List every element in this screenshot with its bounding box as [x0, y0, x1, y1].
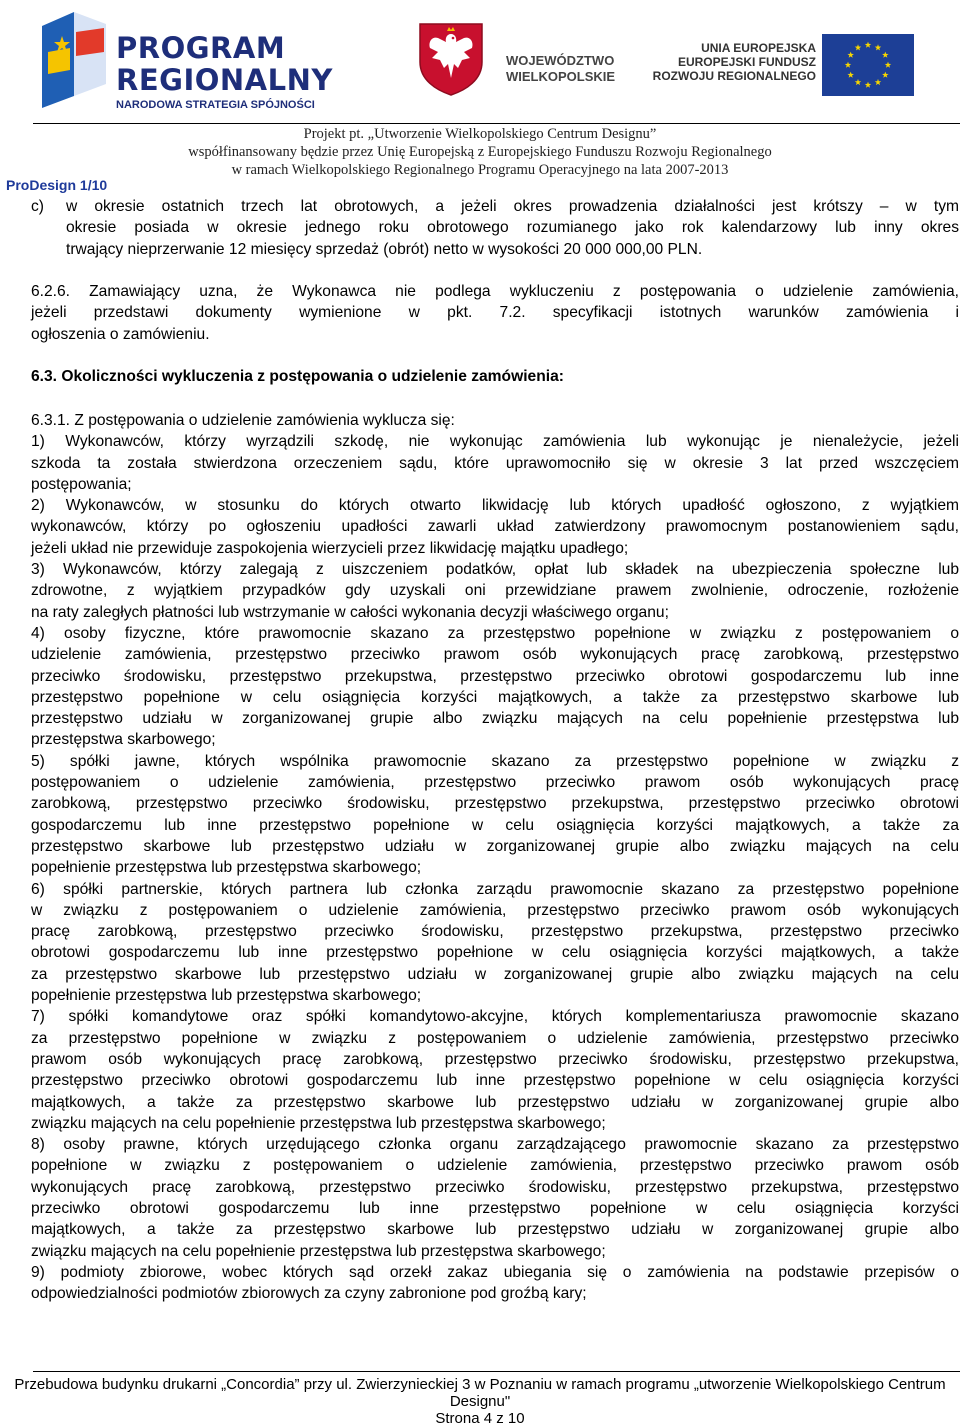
section-6-3-1-line: 1) Wykonawców, którzy wyrządzili szkodę, nie wykonując zamówienia lub wykonując je nienależycie, jeżeli	[31, 433, 959, 451]
eu-erdf-logo	[652, 34, 940, 104]
item-c-text	[66, 196, 959, 260]
section-6-3-1-line: 4) osoby fizyczne, które prawomocnie skazano za przestępstwo popełnione w związku z postępowaniem o	[31, 624, 959, 642]
section-6-3-1-line: 3) Wykonawców, którzy zalegają z uiszczeniem podatków, opłat lub składek na ubezpieczenia społeczne lub	[31, 561, 959, 579]
section-6-3-1-line: 8) osoby prawne, których urzędującego członka organu zarządzającego prawomocnie skazano za przestępstwo	[31, 1136, 959, 1154]
section-6-3-1-line: popełnienie przestępstwa lub przestępstwa skarbowego;	[31, 987, 422, 1005]
voivodeship-logo-line1: WOJEWÓDZTWO	[506, 53, 615, 68]
section-6-3-1-line: 7) spółki komandytowe oraz spółki komandytowo-akcyjne, których komplementariusza prawomocnie skazano	[31, 1008, 959, 1026]
program-logo-line2: REGIONALNY	[116, 63, 333, 97]
section-6-3-1-line: przestępstwo udziału w zorganizowanej grupie albo związku mających na celu popełnienie przestępstwa lub	[31, 710, 959, 728]
voivodeship-logo-line2: WIELKOPOLSKIE	[506, 69, 616, 84]
footer-rule	[33, 1371, 960, 1372]
eu-flag-icon	[822, 34, 914, 96]
program-regionalny-logo	[40, 12, 360, 112]
page-number: Strona 4 z 10	[435, 1410, 525, 1427]
wielkopolska-eagle-crest-icon	[418, 22, 484, 96]
section-6-3-1-line: zarobkową, przestępstwo przeciwko środowisku, przestępstwo przekupstwa, przestępstwo przeciwko obrotowi	[31, 795, 959, 813]
footer-project-line2: Designu"	[449, 1393, 511, 1410]
section-6-3-1-line: na raty zaległych płatności lub wstrzymanie w całości wykonania decyzji właściwego organu;	[31, 603, 669, 621]
section-6-3-1-line: przestępstwa skarbowego;	[31, 731, 216, 749]
section-6-3-1-line: 6.3.1. Z postępowania o udzielenie zamówienia wyklucza się:	[31, 412, 455, 429]
item-c-line: w okresie ostatnich trzech lat obrotowych, a jeżeli okres prowadzenia działalności jest krótszy – w tym	[66, 198, 959, 215]
section-6-3-heading: 6.3. Okoliczności wykluczenia z postępowania o udzielenie zamówienia:	[31, 368, 564, 385]
section-6-3-1-line: przestępstwo przeciwko obrotowi gospodarczemu lub inne przestępstwo popełnione w celu osiągnięcia korzyści	[31, 1072, 959, 1090]
item-c-label: c)	[31, 198, 44, 215]
header-rule	[33, 123, 960, 124]
section-6-3-1-line: zdrowotne, z wyjątkiem przypadków gdy uzyskali oni przewidziane prawem zwolnienie, odroczenie, rozłożenie	[31, 582, 959, 600]
section-6-3-1-line: 9) podmioty zbiorowe, wobec których sąd orzekł zakaz ubiegania się o zamówienia na podstawie przepisów o	[31, 1263, 959, 1281]
program-logo-line1: PROGRAM	[116, 31, 286, 65]
section-6-3-1-line: 5) spółki jawne, których wspólnika prawomocnie skazano za przestępstwo popełnione w związku z	[31, 752, 959, 770]
program-frame-note: w ramach Wielkopolskiego Regionalnego Programu Operacyjnego na lata 2007-2013	[231, 162, 729, 178]
section-6-3-1-line: przestępstwo skarbowe lub przestępstwo udziału w zorganizowanej grupie albo związku mających na celu	[31, 837, 959, 855]
section-6-3-1-line: postępowania;	[31, 475, 132, 493]
section-6-2-6-line: jeżeli przedstawi dokumenty wymienione w pkt. 7.2. specyfikacji istotnych warunków zamówienia i	[31, 304, 959, 322]
header-logo-bar	[0, 0, 960, 118]
section-6-3-1-line: obrotowi gospodarczemu lub inne przestępstwo popełnione w celu osiągnięcia korzyści majątkowych, a także	[31, 944, 959, 962]
program-regionalny-emblem-icon	[40, 12, 110, 112]
section-6-3-1-line: wykonujących pracę zarobkową, przestępstwo przeciwko środowisku, przestępstwo przekupstwa, przestępstwo	[31, 1178, 959, 1196]
section-6-3-1-line: udzielenie zamówienia, przestępstwo przeciwko prawom osób wykonujących pracę zarobkową, przestępstwo	[31, 646, 959, 664]
section-6-3-1	[31, 410, 959, 1304]
section-6-3-1-line: za przestępstwo popełnione w związku z postępowaniem o udzielenie zamówienia, przestępstwo przeciwko	[31, 1029, 959, 1047]
section-6-3-1-line: 6) spółki partnerskie, których partnera lub członka zarządu prawomocnie skazano za przestępstwo popełnione	[31, 880, 959, 898]
section-6-2-6	[31, 281, 959, 345]
section-6-3-1-line: jeżeli układ nie przewiduje zaspokojenia wierzycieli przez likwidację majątku upadłego;	[31, 539, 629, 557]
section-6-3-1-line: odpowiedzialności podmiotów zbiorowych za czyny zabronione pod groźbą kary;	[31, 1285, 587, 1303]
footer-project-line1: Przebudowa budynku drukarni „Concordia” przy ul. Zwierzynieckiej 3 w Poznaniu w ramach programu „utworzenie Wielkopolskiego Centrum	[14, 1376, 946, 1393]
item-c-line: okresie posiada w okresie jednego roku obrotowego rozumianego jako rok kalendarzowy lub inny okres	[66, 219, 959, 237]
section-6-3-1-line: związku mających na celu popełnienie przestępstwa lub przestępstwa skarbowego;	[31, 1242, 606, 1260]
section-6-3-1-line: popełnienie przestępstwa lub przestępstwa skarbowego;	[31, 859, 422, 877]
section-6-2-6-line: ogłoszenia o zamówieniu.	[31, 325, 210, 343]
section-6-3-1-line: prawom osób wykonujących pracę zarobkową, przestępstwo przeciwko środowisku, przestępstwo przekupstwa,	[31, 1050, 959, 1068]
cofinancing-note: współfinansowany będzie przez Unię Europejską z Europejskiego Funduszu Rozwoju Regionalnego	[188, 144, 772, 160]
item-c-line: trwający nieprzerwanie 12 miesięcy sprzedaż (obrót) netto w wysokości 20 000 000,00 PLN.	[66, 240, 703, 258]
section-6-3-1-line: majątkowych, a także za przestępstwo skarbowe lub przestępstwo udziału w zorganizowanej grupie albo	[31, 1221, 959, 1239]
section-6-3-1-line: popełnione w związku z postępowaniem o udzielenie zamówienia, przestępstwo przeciwko prawom osób	[31, 1157, 959, 1175]
section-6-3-1-line: związku mających na celu popełnienie przestępstwa lub przestępstwa skarbowego;	[31, 1114, 606, 1132]
section-6-3-1-line: majątkowych, a także za przestępstwo skarbowe lub przestępstwo udziału w zorganizowanej grupie albo	[31, 1093, 959, 1111]
section-6-2-6-line: 6.2.6. Zamawiający uzna, że Wykonawca nie podlega wykluczeniu z postępowania o udzielenie zamówienia,	[31, 283, 959, 300]
section-6-3-1-line: gospodarczemu lub inne przestępstwo popełnione w celu osiągnięcia korzyści majątkowych, a także za	[31, 816, 959, 834]
section-6-3-1-line: szkoda ta została stwierdzona orzeczeniem sądu, które uprawomocniło się w okresie 3 lat przed wszczęciem	[31, 454, 959, 472]
wielkopolskie-logo	[418, 22, 618, 102]
program-logo-subtitle: NARODOWA STRATEGIA SPÓJNOŚCI	[116, 99, 315, 111]
eu-logo-line1: UNIA EUROPEJSKA	[701, 41, 816, 55]
section-6-3-1-line: 2) Wykonawców, w stosunku do których otwarto likwidację lub których upadłość ogłoszono, z wyjątkiem	[31, 497, 959, 515]
eu-logo-line2: EUROPEJSKI FUNDUSZ	[677, 55, 816, 69]
section-6-3-1-line: za przestępstwo skarbowe lub przestępstwo udziału w zorganizowanej grupie albo związku mających na celu	[31, 965, 959, 983]
section-6-3-1-line: przeciwko środowisku, przestępstwo przekupstwa, przestępstwo przeciwko obrotowi gospodarczemu lub inne	[31, 667, 959, 685]
eu-logo-line3: ROZWOJU REGIONALNEGO	[652, 69, 816, 83]
section-6-3-1-line: postępowaniem o udzielenie zamówienia, przestępstwo przeciwko prawom osób wykonujących pracę	[31, 774, 959, 792]
document-reference: ProDesign 1/10	[6, 177, 108, 193]
section-6-3-1-line: przestępstwo popełnione w celu osiągnięcia korzyści majątkowych, a także za przestępstwo skarbowe lub	[31, 688, 959, 706]
project-title: Projekt pt. „Utworzenie Wielkopolskiego Centrum Designu”	[303, 126, 657, 142]
section-6-3-1-line: przeciwko obrotowi gospodarczemu lub inne przestępstwo popełnione w celu osiągnięcia korzyści	[31, 1199, 959, 1217]
section-6-3-1-line: w związku z postępowaniem o udzielenie zamówienia, przestępstwo przeciwko prawom osób wykonujących	[31, 901, 959, 919]
section-6-3-1-line: pracę zarobkową, przestępstwo przeciwko środowisku, przestępstwo przekupstwa, przestępstwo przeciwko	[31, 923, 959, 941]
section-6-3-1-line: wykonawców, którzy po ogłoszeniu upadłości zawarli układ zatwierdzony prawomocnym postanowieniem sądu,	[31, 518, 959, 536]
